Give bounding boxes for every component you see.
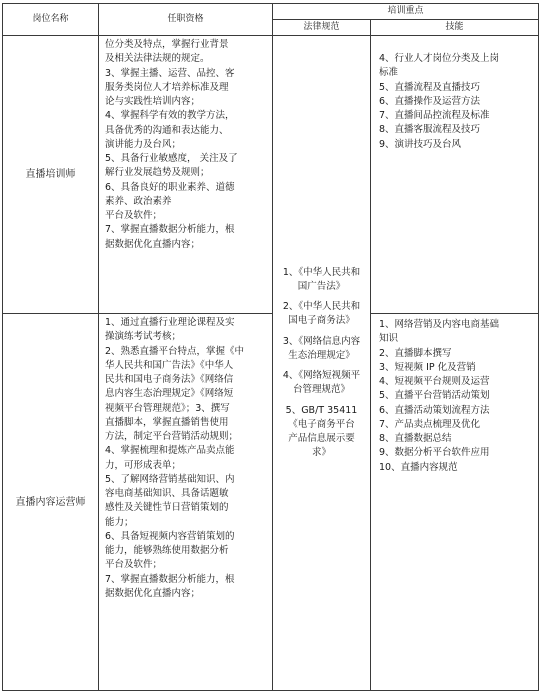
skill-line: 5、直播平台营销活动策划 (379, 390, 490, 402)
law-item (277, 335, 366, 364)
skill-line: 标准 (379, 67, 399, 79)
skill-line: 7、产品卖点梳理及优化 (379, 418, 481, 430)
law-line: 生态治理规定》 (288, 349, 355, 361)
qualification-line: 平台及软件； (105, 210, 163, 221)
skill-line: 6、直播活动策划流程方法 (379, 404, 490, 416)
qualification-line: 直播脚本，掌握直播销售使用 (105, 416, 229, 428)
skill-line: 10、直播内容规范 (379, 461, 458, 473)
law-item (277, 404, 366, 461)
skill-line: 知识 (379, 333, 399, 345)
skill-line: 4、行业人才岗位分类及上岗 (379, 53, 500, 64)
qualification-line: 3、掌握主播、运营、品控、客 (105, 67, 235, 79)
qualification-line: 演讲能力及台风； (105, 138, 182, 150)
skill-cell (371, 314, 539, 691)
header-qualification: 任职资格 (99, 4, 273, 36)
qualification-line: 论与实践性培训内容； (105, 96, 201, 107)
header-position: 岗位名称 (3, 4, 99, 36)
qualification-line: 民共和国电子商务法》《网络信 (105, 374, 234, 385)
qualification-line: 素养、政治素养 (105, 195, 172, 207)
skill-line: 7、直播间品控流程及标准 (379, 110, 490, 121)
qualification-line: 操演练考试考核； (105, 331, 182, 343)
qualification-line: 华人民共和国广告法》《中华人 (105, 359, 234, 371)
qualification-line: 息内容生态治理规定》《网络短 (105, 388, 234, 400)
header-row-main (3, 4, 539, 20)
skill-line: 4、短视频平台规则及运营 (379, 376, 490, 387)
training-table (2, 3, 539, 691)
qualification-line: 解行业发展趋势及规则； (105, 167, 210, 179)
qualification-line: 方法，制定平台营销活动规则； (105, 431, 239, 442)
qualification-line: 视频平台管理规范》；3、撰写 (105, 402, 230, 414)
skill-line: 9、数据分析平台软件应用 (379, 447, 490, 459)
law-line: 国广告法》 (297, 280, 346, 292)
qualification-cell (99, 314, 273, 691)
table-row (3, 314, 539, 691)
law-line: 5、GB/T 35411 (285, 404, 358, 416)
skill-line: 2、直播脚本撰写 (379, 347, 452, 359)
skill-line: 1、网络营销及内容电商基础 (379, 319, 500, 330)
skill-line: 3、短视频 IP 化及营销 (379, 361, 476, 373)
header-training: 培训重点 (273, 4, 539, 20)
law-line: 1、《中华人民共和 (282, 266, 361, 278)
qualification-line: 具备优秀的沟通和表达能力、 (105, 124, 229, 136)
qualification-line: 感性及关键性节日营销策划的 (105, 502, 229, 514)
qualification-line: 5、了解网络营销基础知识、内 (105, 473, 235, 485)
qualification-line: 平台及软件； (105, 559, 163, 571)
law-item (277, 300, 366, 329)
law-line: 产品信息展示要 (288, 433, 355, 444)
law-line: 台管理规范》 (292, 384, 350, 396)
qualification-line: 能力，能够熟练使用数据分析 (105, 545, 229, 556)
qualification-line: 能力； (105, 516, 134, 528)
qualification-line: 6、具备良好的职业素养、道德 (105, 181, 235, 193)
law-line: 4、《网络短视频平 (282, 370, 361, 381)
qualification-line: 4、掌握梳理和提炼产品卖点能 (105, 445, 235, 457)
skill-line: 8、直播客服流程及技巧 (379, 124, 481, 136)
qualification-line: 7、掌握直播数据分析能力，根 (105, 573, 235, 585)
role-name: 直播内容运营师 (3, 314, 99, 691)
skill-line: 5、直播流程及直播技巧 (379, 81, 481, 93)
law-line: 3、《网络信息内容 (282, 335, 361, 347)
header-skill: 技能 (371, 20, 539, 36)
header-law: 法律规范 (273, 20, 371, 36)
skill-cell (371, 36, 539, 314)
qualification-line: 容电商基础知识、具备话题敏 (105, 488, 229, 499)
qualification-line: 2、熟悉直播平台特点，掌握《中 (105, 345, 245, 357)
law-line: 2、《中华人民共和 (282, 301, 361, 312)
qualification-line: 力，可形成表单； (105, 459, 182, 471)
qualification-line: 5、具备行业敏感度， 关注及了 (105, 153, 238, 164)
skill-line: 8、直播数据总结 (379, 433, 452, 444)
law-line: 《电子商务平台 (288, 418, 355, 430)
qualification-line: 7、掌握直播数据分析能力，根 (105, 224, 235, 236)
law-cell (273, 36, 371, 691)
role-name: 直播培训师 (3, 36, 99, 314)
qualification-line: 据数据优化直播内容； (105, 587, 201, 599)
qualification-line: 服务类岗位人才培养标准及理 (105, 81, 229, 93)
qualification-line: 6、具备短视频内容营销策划的 (105, 530, 235, 542)
qualification-line: 据数据优化直播内容； (105, 238, 201, 250)
table-row (3, 36, 539, 314)
qualification-line: 4、掌握科学有效的教学方法， (105, 110, 235, 122)
law-line: 国电子商务法》 (288, 315, 355, 327)
law-item (277, 266, 366, 295)
law-item (277, 369, 366, 398)
qualification-line: 及相关法律法规的规定。 (105, 53, 210, 65)
qualification-line: 位分类及特点，掌握行业背景 (105, 39, 229, 50)
qualification-line: 1、通过直播行业理论课程及实 (105, 317, 235, 328)
qualification-cell (99, 36, 273, 314)
skill-line: 6、直播操作及运营方法 (379, 95, 481, 107)
skill-line: 9、演讲技巧及台风 (379, 138, 462, 150)
law-line: 求》 (311, 447, 331, 459)
